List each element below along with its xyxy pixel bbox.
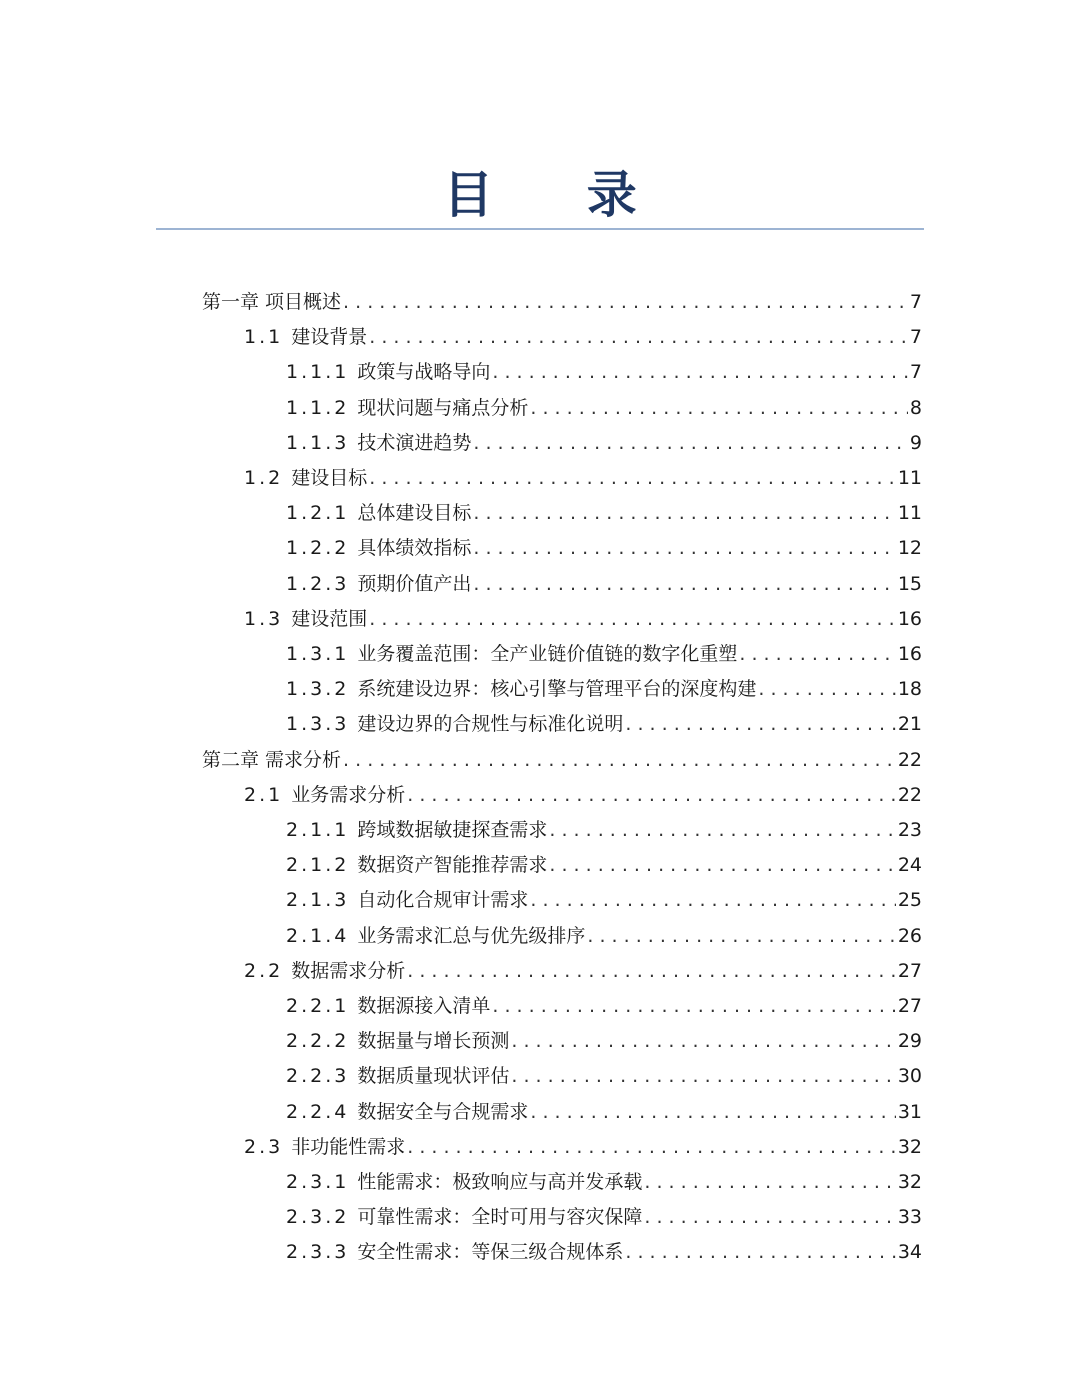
toc-page-number: 32 — [897, 1135, 922, 1158]
toc-dot-leader — [492, 355, 908, 389]
toc-dot-leader — [758, 672, 895, 706]
toc-page-number: 16 — [897, 607, 922, 630]
toc-entry-number: 2.3.3 — [286, 1241, 350, 1264]
toc-subsection-entry[interactable] — [286, 883, 922, 917]
toc-subsection-entry[interactable] — [286, 391, 922, 425]
toc-subsection-entry[interactable] — [286, 672, 922, 706]
toc-subsection-entry[interactable] — [286, 1165, 922, 1199]
toc-page-number: 27 — [897, 959, 922, 982]
toc-dot-leader — [549, 813, 895, 847]
toc-dot-leader — [407, 1130, 896, 1164]
toc-page-number: 7 — [909, 291, 922, 313]
toc-entry-label: 预期价值产出 — [357, 572, 472, 595]
toc-entry-number: 2.2.3 — [286, 1065, 350, 1088]
toc-entry-number: 2.2.2 — [286, 1030, 350, 1053]
toc-entry-number: 2.3.2 — [286, 1206, 350, 1229]
toc-dot-leader — [343, 285, 908, 319]
toc-entry-number: 1.2.2 — [286, 537, 350, 560]
toc-entry-number: 2.2.1 — [286, 995, 350, 1017]
toc-entry-number: 1.1.1 — [286, 361, 350, 384]
toc-dot-leader — [511, 1024, 895, 1058]
toc-entry-label: 技术演进趋势 — [357, 431, 472, 454]
toc-subsection-entry[interactable] — [286, 707, 922, 741]
toc-entry-number: 1.3.3 — [286, 713, 350, 736]
toc-entry-label: 数据安全与合规需求 — [357, 1100, 529, 1123]
toc-page-number: 32 — [897, 1171, 922, 1193]
toc-entry-number: 2.1.3 — [286, 889, 350, 912]
toc-entry-label: 数据资产智能推荐需求 — [357, 854, 548, 877]
toc-page-number: 11 — [897, 502, 922, 525]
toc-dot-leader — [407, 954, 896, 988]
toc-entry-label: 数据需求分析 — [291, 959, 406, 982]
toc-entry-label: 数据质量现状评估 — [357, 1065, 510, 1088]
toc-entry-number: 2.1.4 — [286, 924, 350, 947]
toc-dot-leader — [473, 531, 895, 565]
toc-entry-number: 2.2 — [244, 959, 284, 982]
toc-page-number: 18 — [897, 678, 922, 701]
toc-entry-label: 性能需求：极致响应与高并发承载 — [357, 1171, 643, 1193]
toc-page-number: 25 — [897, 889, 922, 912]
toc-section-entry[interactable] — [244, 954, 922, 988]
toc-dot-leader — [369, 602, 896, 636]
toc-page-number: 22 — [897, 748, 922, 771]
toc-dot-leader — [530, 883, 895, 917]
page-title: 目 录 — [443, 166, 675, 224]
toc-entry-number: 1.1.3 — [286, 431, 350, 454]
toc-entry-number: 1.2.1 — [286, 502, 350, 525]
toc-chapter-entry[interactable] — [202, 285, 922, 319]
toc-entry-label: 建设边界的合规性与标准化说明 — [357, 713, 624, 736]
toc-page-number: 26 — [897, 924, 922, 947]
toc-chapter-entry[interactable] — [202, 743, 922, 777]
toc-page-number: 9 — [909, 431, 922, 454]
toc-subsection-entry[interactable] — [286, 1024, 922, 1058]
toc-entry-label: 业务覆盖范围：全产业链价值链的数字化重塑 — [357, 643, 738, 665]
toc-entry-number: 1.3.1 — [286, 643, 350, 665]
toc-subsection-entry[interactable] — [286, 567, 922, 601]
toc-page-number: 15 — [897, 572, 922, 595]
toc-page-number: 21 — [897, 713, 922, 736]
toc-entry-label: 安全性需求：等保三级合规体系 — [357, 1241, 624, 1264]
toc-entry-number: 2.1.2 — [286, 854, 350, 877]
toc-page-number: 7 — [909, 361, 922, 384]
toc-subsection-entry[interactable] — [286, 637, 922, 671]
toc-subsection-entry[interactable] — [286, 989, 922, 1023]
toc-entry-label: 建设范围 — [291, 607, 368, 630]
toc-subsection-entry[interactable] — [286, 426, 922, 460]
toc-entry-label: 第二章 需求分析 — [202, 748, 342, 771]
toc-dot-leader — [625, 707, 895, 741]
toc-dot-leader — [369, 461, 896, 495]
toc-entry-label: 跨域数据敏捷探查需求 — [357, 819, 548, 841]
toc-entry-number: 1.2.3 — [286, 572, 350, 595]
toc-entry-label: 可靠性需求：全时可用与容灾保障 — [357, 1206, 643, 1229]
toc-entry-label: 建设背景 — [291, 326, 368, 349]
toc-dot-leader — [473, 496, 895, 530]
toc-subsection-entry[interactable] — [286, 813, 922, 847]
toc-entry-number: 1.2 — [244, 467, 284, 489]
toc-entry-number: 1.3.2 — [286, 678, 350, 701]
toc-entry-label: 具体绩效指标 — [357, 537, 472, 560]
toc-dot-leader — [530, 391, 908, 425]
toc-entry-label: 非功能性需求 — [291, 1135, 406, 1158]
toc-entry-number: 2.2.4 — [286, 1100, 350, 1123]
toc-entry-number: 1.1 — [244, 326, 284, 349]
toc-subsection-entry[interactable] — [286, 1200, 922, 1234]
toc-page-number: 29 — [897, 1030, 922, 1053]
toc-dot-leader — [473, 567, 895, 601]
toc-entry-label: 建设目标 — [291, 467, 368, 489]
toc-entry-label: 数据源接入清单 — [357, 995, 491, 1017]
toc-entry-number: 2.3 — [244, 1135, 284, 1158]
toc-subsection-entry[interactable] — [286, 919, 922, 953]
toc-entry-number: 2.1 — [244, 783, 284, 806]
toc-dot-leader — [587, 919, 895, 953]
toc-entry-label: 业务需求分析 — [291, 783, 406, 806]
toc-page-number: 27 — [897, 995, 922, 1017]
toc-page-number: 16 — [897, 643, 922, 665]
title-divider — [156, 228, 924, 230]
toc-dot-leader — [625, 1235, 895, 1269]
toc-dot-leader — [343, 743, 896, 777]
toc-entry-label: 业务需求汇总与优先级排序 — [357, 924, 586, 947]
toc-page-number: 8 — [909, 396, 922, 419]
toc-entry-label: 现状问题与痛点分析 — [357, 396, 529, 419]
toc-page-number: 24 — [897, 854, 922, 877]
toc-subsection-entry[interactable] — [286, 848, 922, 882]
toc-dot-leader — [407, 778, 896, 812]
toc-entry-number: 1.1.2 — [286, 396, 350, 419]
toc-section-entry[interactable] — [244, 461, 922, 495]
toc-page-number: 33 — [897, 1206, 922, 1229]
toc-dot-leader — [473, 426, 908, 460]
toc-entry-label: 系统建设边界：核心引擎与管理平台的深度构建 — [357, 678, 757, 701]
toc-subsection-entry[interactable] — [286, 1095, 922, 1129]
toc-dot-leader — [369, 320, 908, 354]
toc-subsection-entry[interactable] — [286, 1235, 922, 1269]
toc-section-entry[interactable] — [244, 1130, 922, 1164]
toc-entry-number: 1.3 — [244, 607, 284, 630]
toc-dot-leader — [644, 1165, 895, 1199]
toc-section-entry[interactable] — [244, 320, 922, 354]
toc-page-number: 11 — [897, 467, 922, 489]
toc-subsection-entry[interactable] — [286, 355, 922, 389]
toc-entry-number: 2.1.1 — [286, 819, 350, 841]
toc-section-entry[interactable] — [244, 602, 922, 636]
toc-section-entry[interactable] — [244, 778, 922, 812]
toc-page-number: 31 — [897, 1100, 922, 1123]
toc-entry-label: 总体建设目标 — [357, 502, 472, 525]
toc-dot-leader — [511, 1059, 895, 1093]
toc-subsection-entry[interactable] — [286, 531, 922, 565]
toc-entry-label: 政策与战略导向 — [357, 361, 491, 384]
toc-subsection-entry[interactable] — [286, 1059, 922, 1093]
toc-entry-label: 数据量与增长预测 — [357, 1030, 510, 1053]
toc-page-number: 34 — [897, 1241, 922, 1264]
toc-dot-leader — [530, 1095, 895, 1129]
toc-entry-label: 第一章 项目概述 — [202, 291, 342, 313]
toc-page-number: 7 — [909, 326, 922, 349]
toc-dot-leader — [739, 637, 895, 671]
toc-page-number: 23 — [897, 819, 922, 841]
toc-dot-leader — [549, 848, 895, 882]
toc-dot-leader — [644, 1200, 895, 1234]
toc-dot-leader — [492, 989, 895, 1023]
toc-entry-label: 自动化合规审计需求 — [357, 889, 529, 912]
toc-page-number: 30 — [897, 1065, 922, 1088]
toc-page-number: 12 — [897, 537, 922, 560]
toc-subsection-entry[interactable] — [286, 496, 922, 530]
toc-entry-number: 2.3.1 — [286, 1171, 350, 1193]
toc-page-number: 22 — [897, 783, 922, 806]
